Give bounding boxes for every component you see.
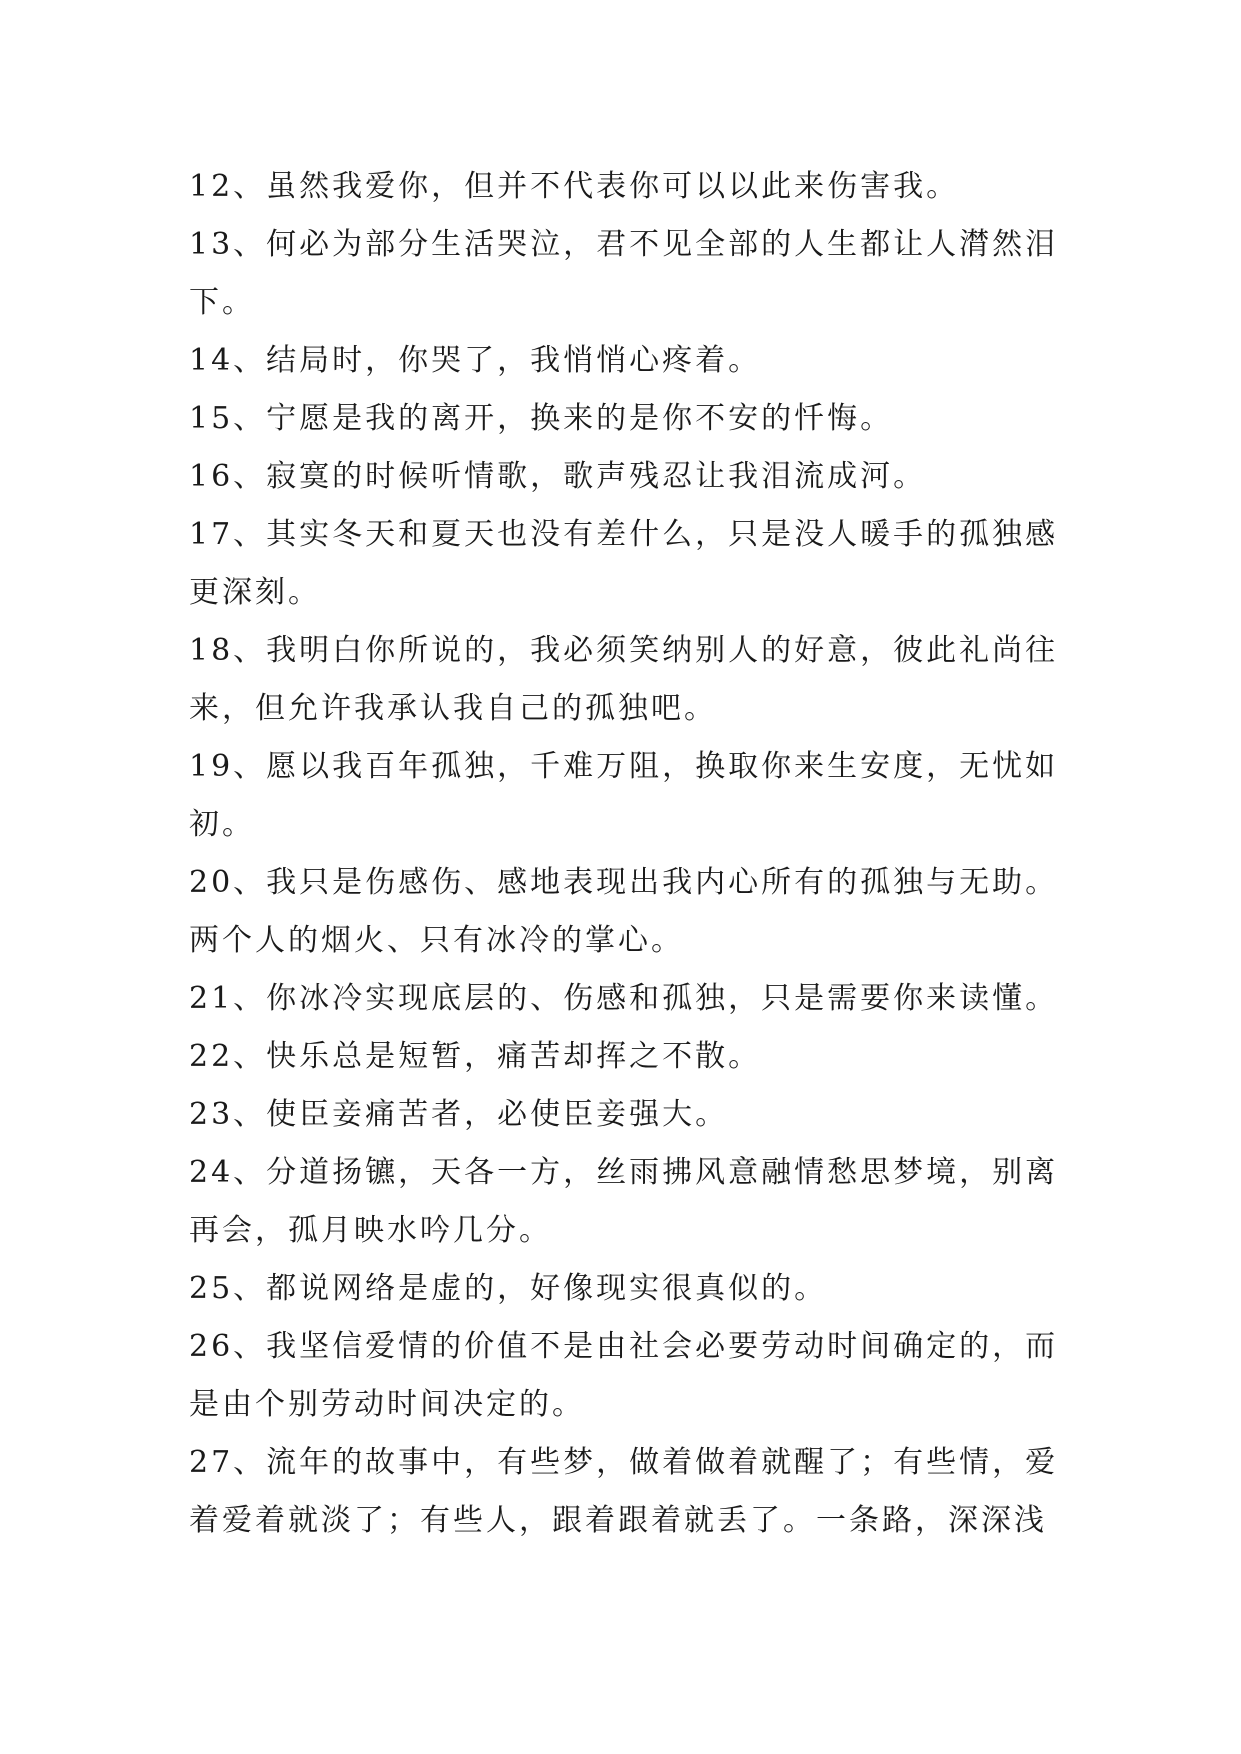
text-line: 13、何必为部分生活哭泣，君不见全部的人生都让人潸然泪	[189, 227, 1059, 262]
text-line: 19、愿以我百年孤独，千难万阻，换取你来生安度，无忧如	[189, 749, 1059, 784]
text-line: 26、我坚信爱情的价值不是由社会必要劳动时间确定的，而	[189, 1329, 1059, 1364]
document-body	[189, 158, 1079, 1550]
text-line: 24、分道扬镳，天各一方，丝雨拂风意融情愁思梦境，别离	[189, 1155, 1059, 1190]
text-line: 下。	[189, 285, 255, 320]
text-line: 21、你冰冷实现底层的、伤感和孤独，只是需要你来读懂。	[189, 981, 1059, 1016]
text-line: 27、流年的故事中，有些梦，做着做着就醒了；有些情，爱	[189, 1445, 1059, 1480]
text-line: 25、都说网络是虚的，好像现实很真似的。	[189, 1271, 828, 1306]
text-line: 更深刻。	[189, 575, 321, 610]
text-line: 22、快乐总是短暂，痛苦却挥之不散。	[189, 1039, 762, 1074]
text-line: 12、虽然我爱你，但并不代表你可以以此来伤害我。	[189, 169, 960, 204]
text-line: 着爱着就淡了；有些人，跟着跟着就丢了。一条路，深深浅	[189, 1503, 1047, 1538]
text-line: 14、结局时，你哭了，我悄悄心疼着。	[189, 343, 762, 378]
text-line: 18、我明白你所说的，我必须笑纳别人的好意，彼此礼尚往	[189, 633, 1059, 668]
text-line: 来，但允许我承认我自己的孤独吧。	[189, 691, 717, 726]
text-line: 两个人的烟火、只有冰冷的掌心。	[189, 923, 684, 958]
text-line: 15、宁愿是我的离开，换来的是你不安的忏悔。	[189, 401, 894, 436]
text-line: 再会，孤月映水吟几分。	[189, 1213, 552, 1248]
text-line: 是由个别劳动时间决定的。	[189, 1387, 585, 1422]
text-line: 16、寂寞的时候听情歌，歌声残忍让我泪流成河。	[189, 459, 927, 494]
text-line: 23、使臣妾痛苦者，必使臣妾强大。	[189, 1097, 729, 1132]
text-line: 20、我只是伤感伤、感地表现出我内心所有的孤独与无助。	[189, 865, 1059, 900]
text-line: 17、其实冬天和夏天也没有差什么，只是没人暖手的孤独感	[189, 517, 1059, 552]
text-line: 初。	[189, 807, 255, 842]
